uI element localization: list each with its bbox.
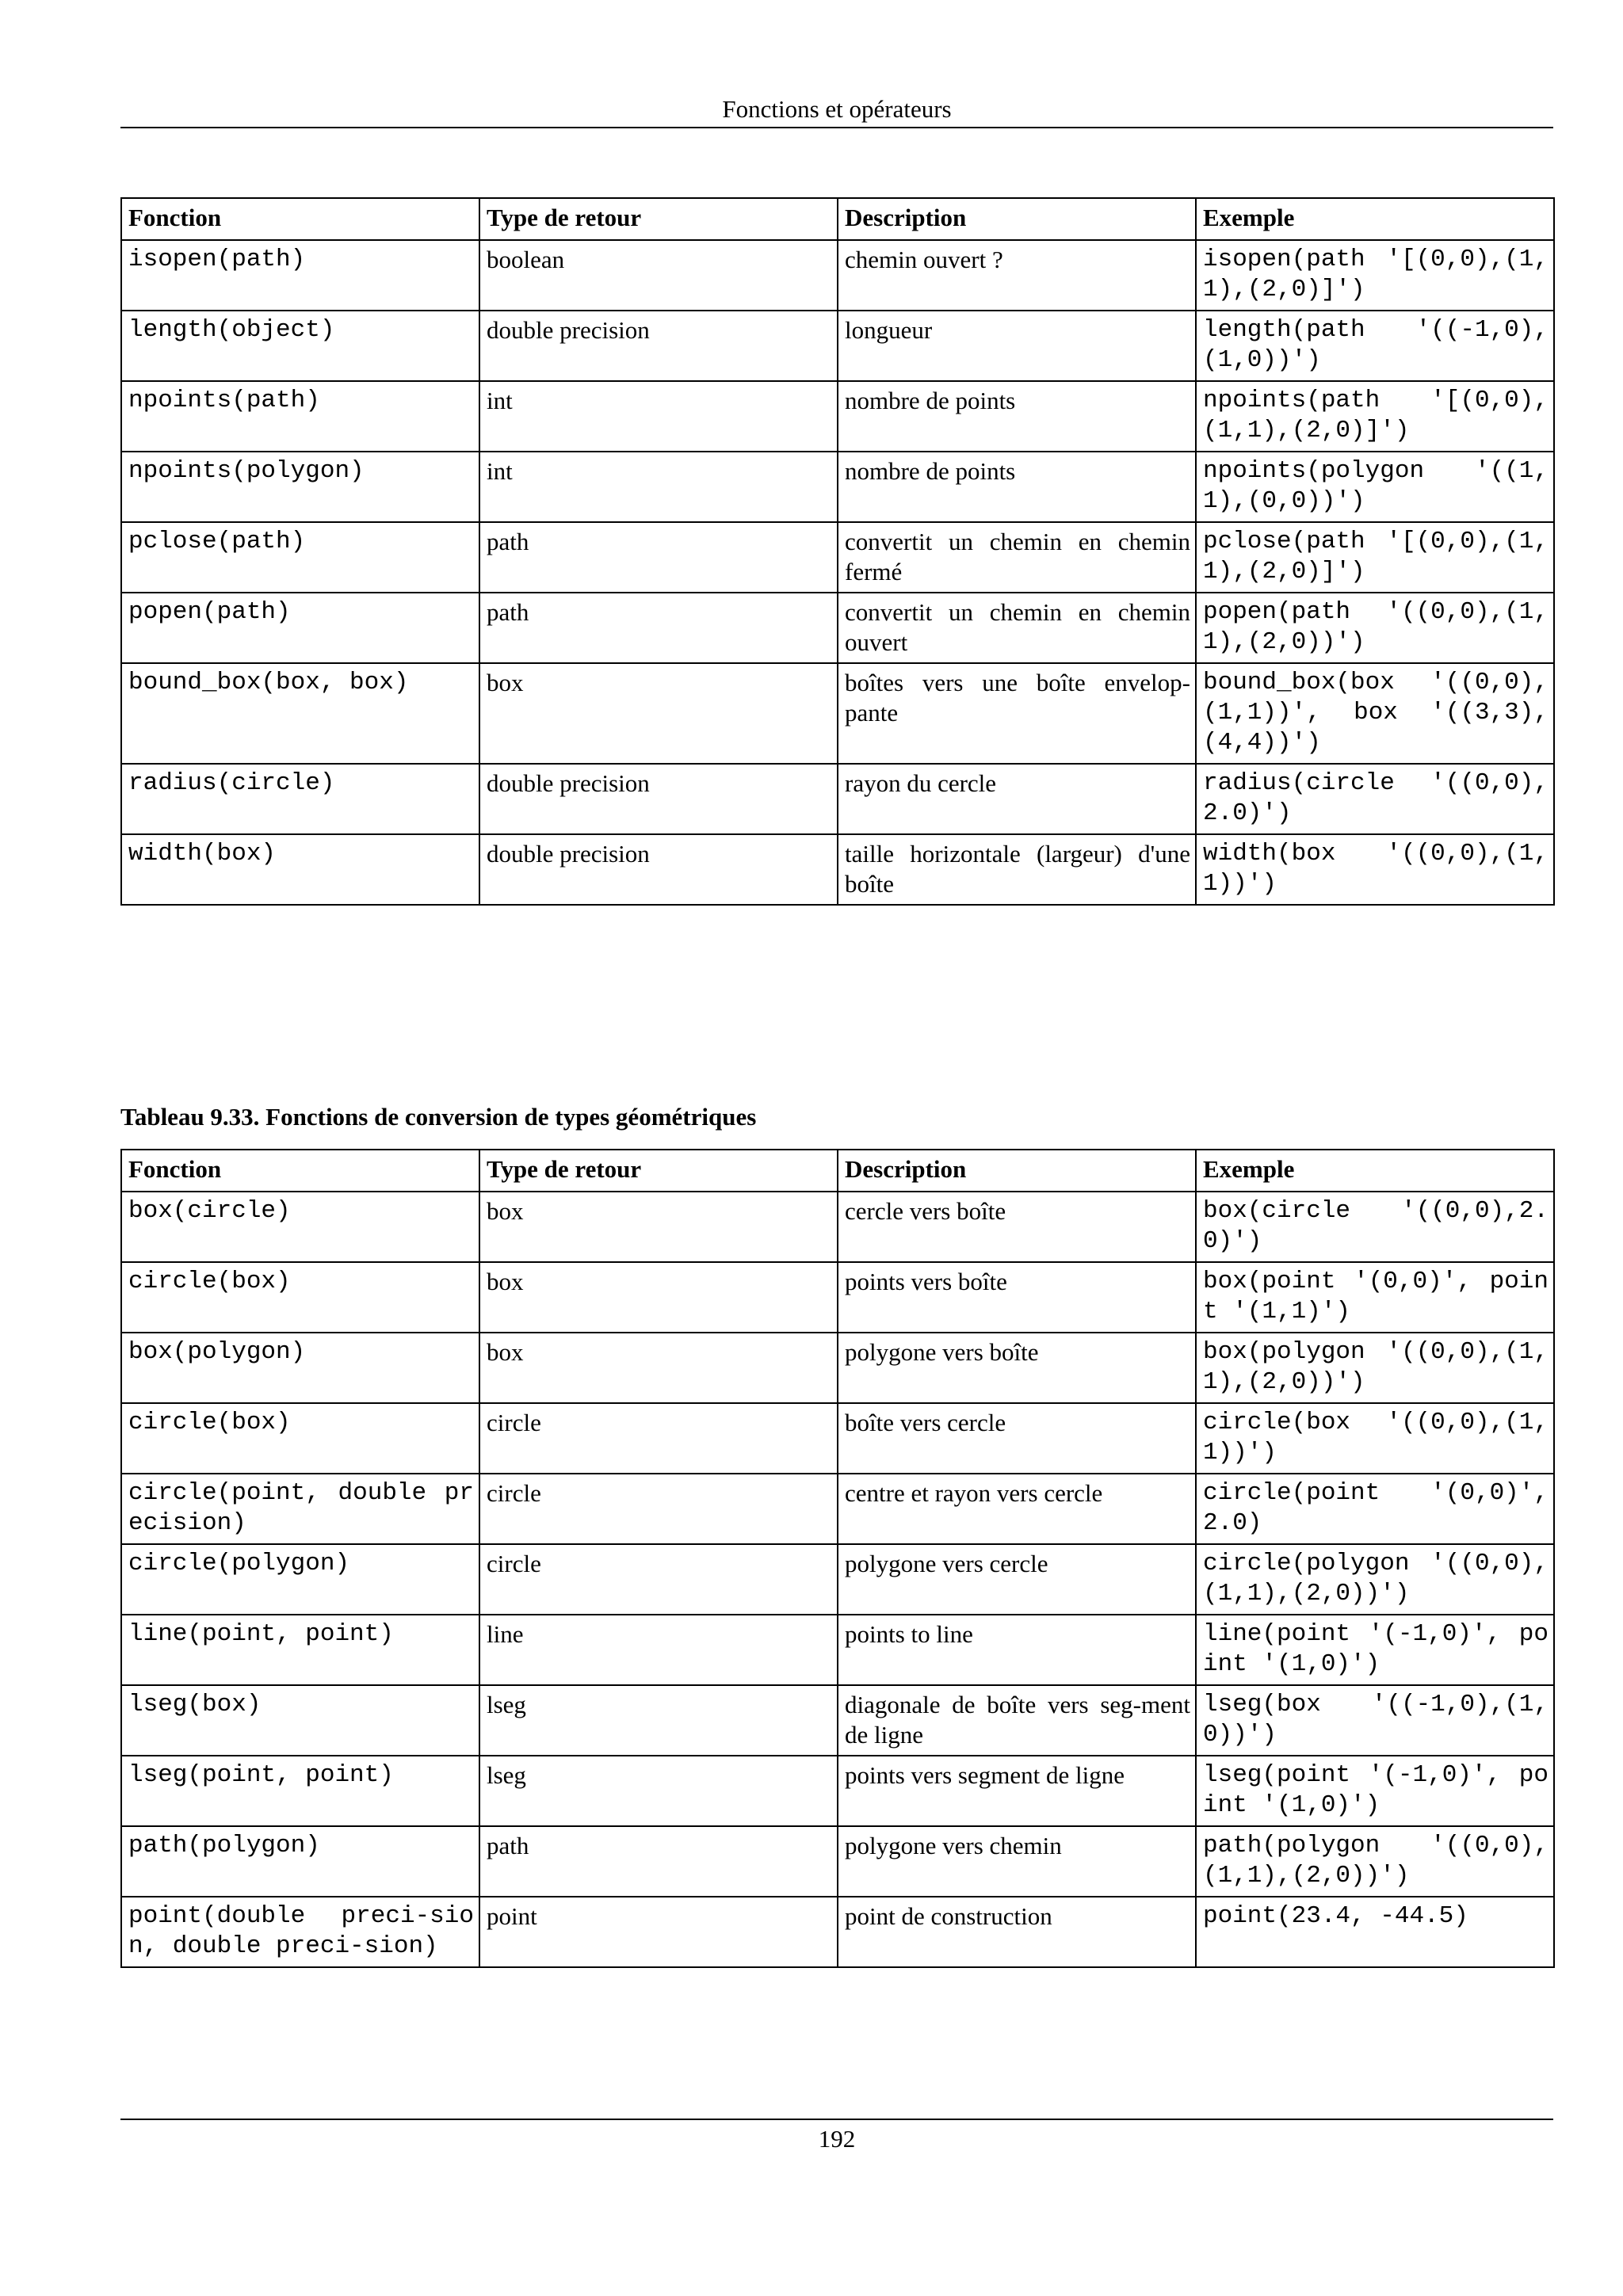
return-type-cell: path xyxy=(479,1826,838,1897)
description-cell: polygone vers cercle xyxy=(838,1544,1196,1615)
table-row xyxy=(121,381,1554,452)
table-row xyxy=(121,593,1554,663)
return-type-cell: lseg xyxy=(479,1685,838,1756)
description-cell: points to line xyxy=(838,1615,1196,1685)
column-header-function: Fonction xyxy=(121,1150,479,1192)
page-header: Fonctions et opérateurs xyxy=(722,95,952,123)
example-cell: path(polygon '((0,0),(1,1),(2,0))') xyxy=(1196,1826,1554,1897)
return-type-cell: int xyxy=(479,452,838,522)
return-type-cell: path xyxy=(479,522,838,593)
table-row xyxy=(121,663,1554,764)
example-cell: lseg(box '((-1,0),(1,0))') xyxy=(1196,1685,1554,1756)
table-row xyxy=(121,1192,1554,1262)
return-type-cell: double precision xyxy=(479,311,838,381)
column-header-return-type: Type de retour xyxy=(479,198,838,240)
return-type-cell: box xyxy=(479,1262,838,1333)
description-cell: points vers segment de ligne xyxy=(838,1756,1196,1826)
function-cell: npoints(path) xyxy=(121,381,479,452)
description-cell: centre et rayon vers cercle xyxy=(838,1474,1196,1544)
footer-rule xyxy=(120,2119,1553,2120)
example-cell: isopen(path '[(0,0),(1,1),(2,0)]') xyxy=(1196,240,1554,311)
example-cell: npoints(path '[(0,0),(1,1),(2,0)]') xyxy=(1196,381,1554,452)
function-cell: circle(box) xyxy=(121,1403,479,1474)
table-row xyxy=(121,1756,1554,1826)
description-cell: nombre de points xyxy=(838,452,1196,522)
column-header-description: Description xyxy=(838,198,1196,240)
description-cell: polygone vers chemin xyxy=(838,1826,1196,1897)
table-row xyxy=(121,1897,1554,1967)
function-cell: point(double preci-sion, double preci-sion) xyxy=(121,1897,479,1967)
return-type-cell: line xyxy=(479,1615,838,1685)
table-row xyxy=(121,1474,1554,1544)
table-row xyxy=(121,1544,1554,1615)
function-cell: path(polygon) xyxy=(121,1826,479,1897)
return-type-cell: boolean xyxy=(479,240,838,311)
function-cell: isopen(path) xyxy=(121,240,479,311)
column-header-return-type: Type de retour xyxy=(479,1150,838,1192)
return-type-cell: circle xyxy=(479,1474,838,1544)
table-row xyxy=(121,834,1554,905)
function-cell: length(object) xyxy=(121,311,479,381)
return-type-cell: lseg xyxy=(479,1756,838,1826)
function-cell: popen(path) xyxy=(121,593,479,663)
function-cell: box(polygon) xyxy=(121,1333,479,1403)
description-cell: boîte vers cercle xyxy=(838,1403,1196,1474)
example-cell: circle(polygon '((0,0),(1,1),(2,0))') xyxy=(1196,1544,1554,1615)
example-cell: box(point '(0,0)', point '(1,1)') xyxy=(1196,1262,1554,1333)
description-cell: points vers boîte xyxy=(838,1262,1196,1333)
description-cell: rayon du cercle xyxy=(838,764,1196,834)
table-row xyxy=(121,311,1554,381)
function-cell: circle(polygon) xyxy=(121,1544,479,1615)
example-cell: lseg(point '(-1,0)', point '(1,0)') xyxy=(1196,1756,1554,1826)
return-type-cell: box xyxy=(479,1333,838,1403)
description-cell: polygone vers boîte xyxy=(838,1333,1196,1403)
column-header-example: Exemple xyxy=(1196,1150,1554,1192)
function-cell: lseg(point, point) xyxy=(121,1756,479,1826)
description-cell: longueur xyxy=(838,311,1196,381)
function-cell: line(point, point) xyxy=(121,1615,479,1685)
function-cell: width(box) xyxy=(121,834,479,905)
description-cell: taille horizontale (largeur) d'une boîte xyxy=(838,834,1196,905)
page-number: 192 xyxy=(818,2125,856,2153)
table-row xyxy=(121,452,1554,522)
description-cell: point de construction xyxy=(838,1897,1196,1967)
example-cell: width(box '((0,0),(1,1))') xyxy=(1196,834,1554,905)
table-row xyxy=(121,1333,1554,1403)
description-cell: nombre de points xyxy=(838,381,1196,452)
return-type-cell: circle xyxy=(479,1544,838,1615)
column-header-description: Description xyxy=(838,1150,1196,1192)
return-type-cell: path xyxy=(479,593,838,663)
example-cell: box(circle '((0,0),2.0)') xyxy=(1196,1192,1554,1262)
description-cell: chemin ouvert ? xyxy=(838,240,1196,311)
example-cell: bound_box(box '((0,0),(1,1))', box '((3,3),(4,4))') xyxy=(1196,663,1554,764)
example-cell: pclose(path '[(0,0),(1,1),(2,0)]') xyxy=(1196,522,1554,593)
table-row xyxy=(121,240,1554,311)
function-cell: pclose(path) xyxy=(121,522,479,593)
table-row xyxy=(121,1262,1554,1333)
function-cell: bound_box(box, box) xyxy=(121,663,479,764)
example-cell: box(polygon '((0,0),(1,1),(2,0))') xyxy=(1196,1333,1554,1403)
table-caption: Tableau 9.33. Fonctions de conversion de types géométriques xyxy=(120,1103,757,1131)
example-cell: circle(point '(0,0)', 2.0) xyxy=(1196,1474,1554,1544)
table-header-row xyxy=(121,1150,1554,1192)
description-cell: convertit un chemin en chemin fermé xyxy=(838,522,1196,593)
return-type-cell: circle xyxy=(479,1403,838,1474)
example-cell: npoints(polygon '((1,1),(0,0))') xyxy=(1196,452,1554,522)
return-type-cell: point xyxy=(479,1897,838,1967)
table-row xyxy=(121,522,1554,593)
geometric-conversion-table xyxy=(120,1149,1555,1968)
table-row xyxy=(121,764,1554,834)
return-type-cell: box xyxy=(479,1192,838,1262)
example-cell: point(23.4, -44.5) xyxy=(1196,1897,1554,1967)
function-cell: circle(point, double precision) xyxy=(121,1474,479,1544)
description-cell: boîtes vers une boîte envelop-pante xyxy=(838,663,1196,764)
example-cell: circle(box '((0,0),(1,1))') xyxy=(1196,1403,1554,1474)
function-cell: npoints(polygon) xyxy=(121,452,479,522)
table-row xyxy=(121,1403,1554,1474)
column-header-example: Exemple xyxy=(1196,198,1554,240)
example-cell: length(path '((-1,0),(1,0))') xyxy=(1196,311,1554,381)
example-cell: line(point '(-1,0)', point '(1,0)') xyxy=(1196,1615,1554,1685)
description-cell: convertit un chemin en chemin ouvert xyxy=(838,593,1196,663)
geometric-functions-table xyxy=(120,197,1555,906)
table-row xyxy=(121,1685,1554,1756)
return-type-cell: double precision xyxy=(479,834,838,905)
function-cell: radius(circle) xyxy=(121,764,479,834)
return-type-cell: box xyxy=(479,663,838,764)
header-rule xyxy=(120,127,1553,128)
table-row xyxy=(121,1615,1554,1685)
example-cell: radius(circle '((0,0),2.0)') xyxy=(1196,764,1554,834)
function-cell: lseg(box) xyxy=(121,1685,479,1756)
function-cell: box(circle) xyxy=(121,1192,479,1262)
return-type-cell: int xyxy=(479,381,838,452)
description-cell: diagonale de boîte vers seg-ment de ligne xyxy=(838,1685,1196,1756)
return-type-cell: double precision xyxy=(479,764,838,834)
example-cell: popen(path '((0,0),(1,1),(2,0))') xyxy=(1196,593,1554,663)
description-cell: cercle vers boîte xyxy=(838,1192,1196,1262)
table-row xyxy=(121,1826,1554,1897)
table-header-row xyxy=(121,198,1554,240)
function-cell: circle(box) xyxy=(121,1262,479,1333)
column-header-function: Fonction xyxy=(121,198,479,240)
